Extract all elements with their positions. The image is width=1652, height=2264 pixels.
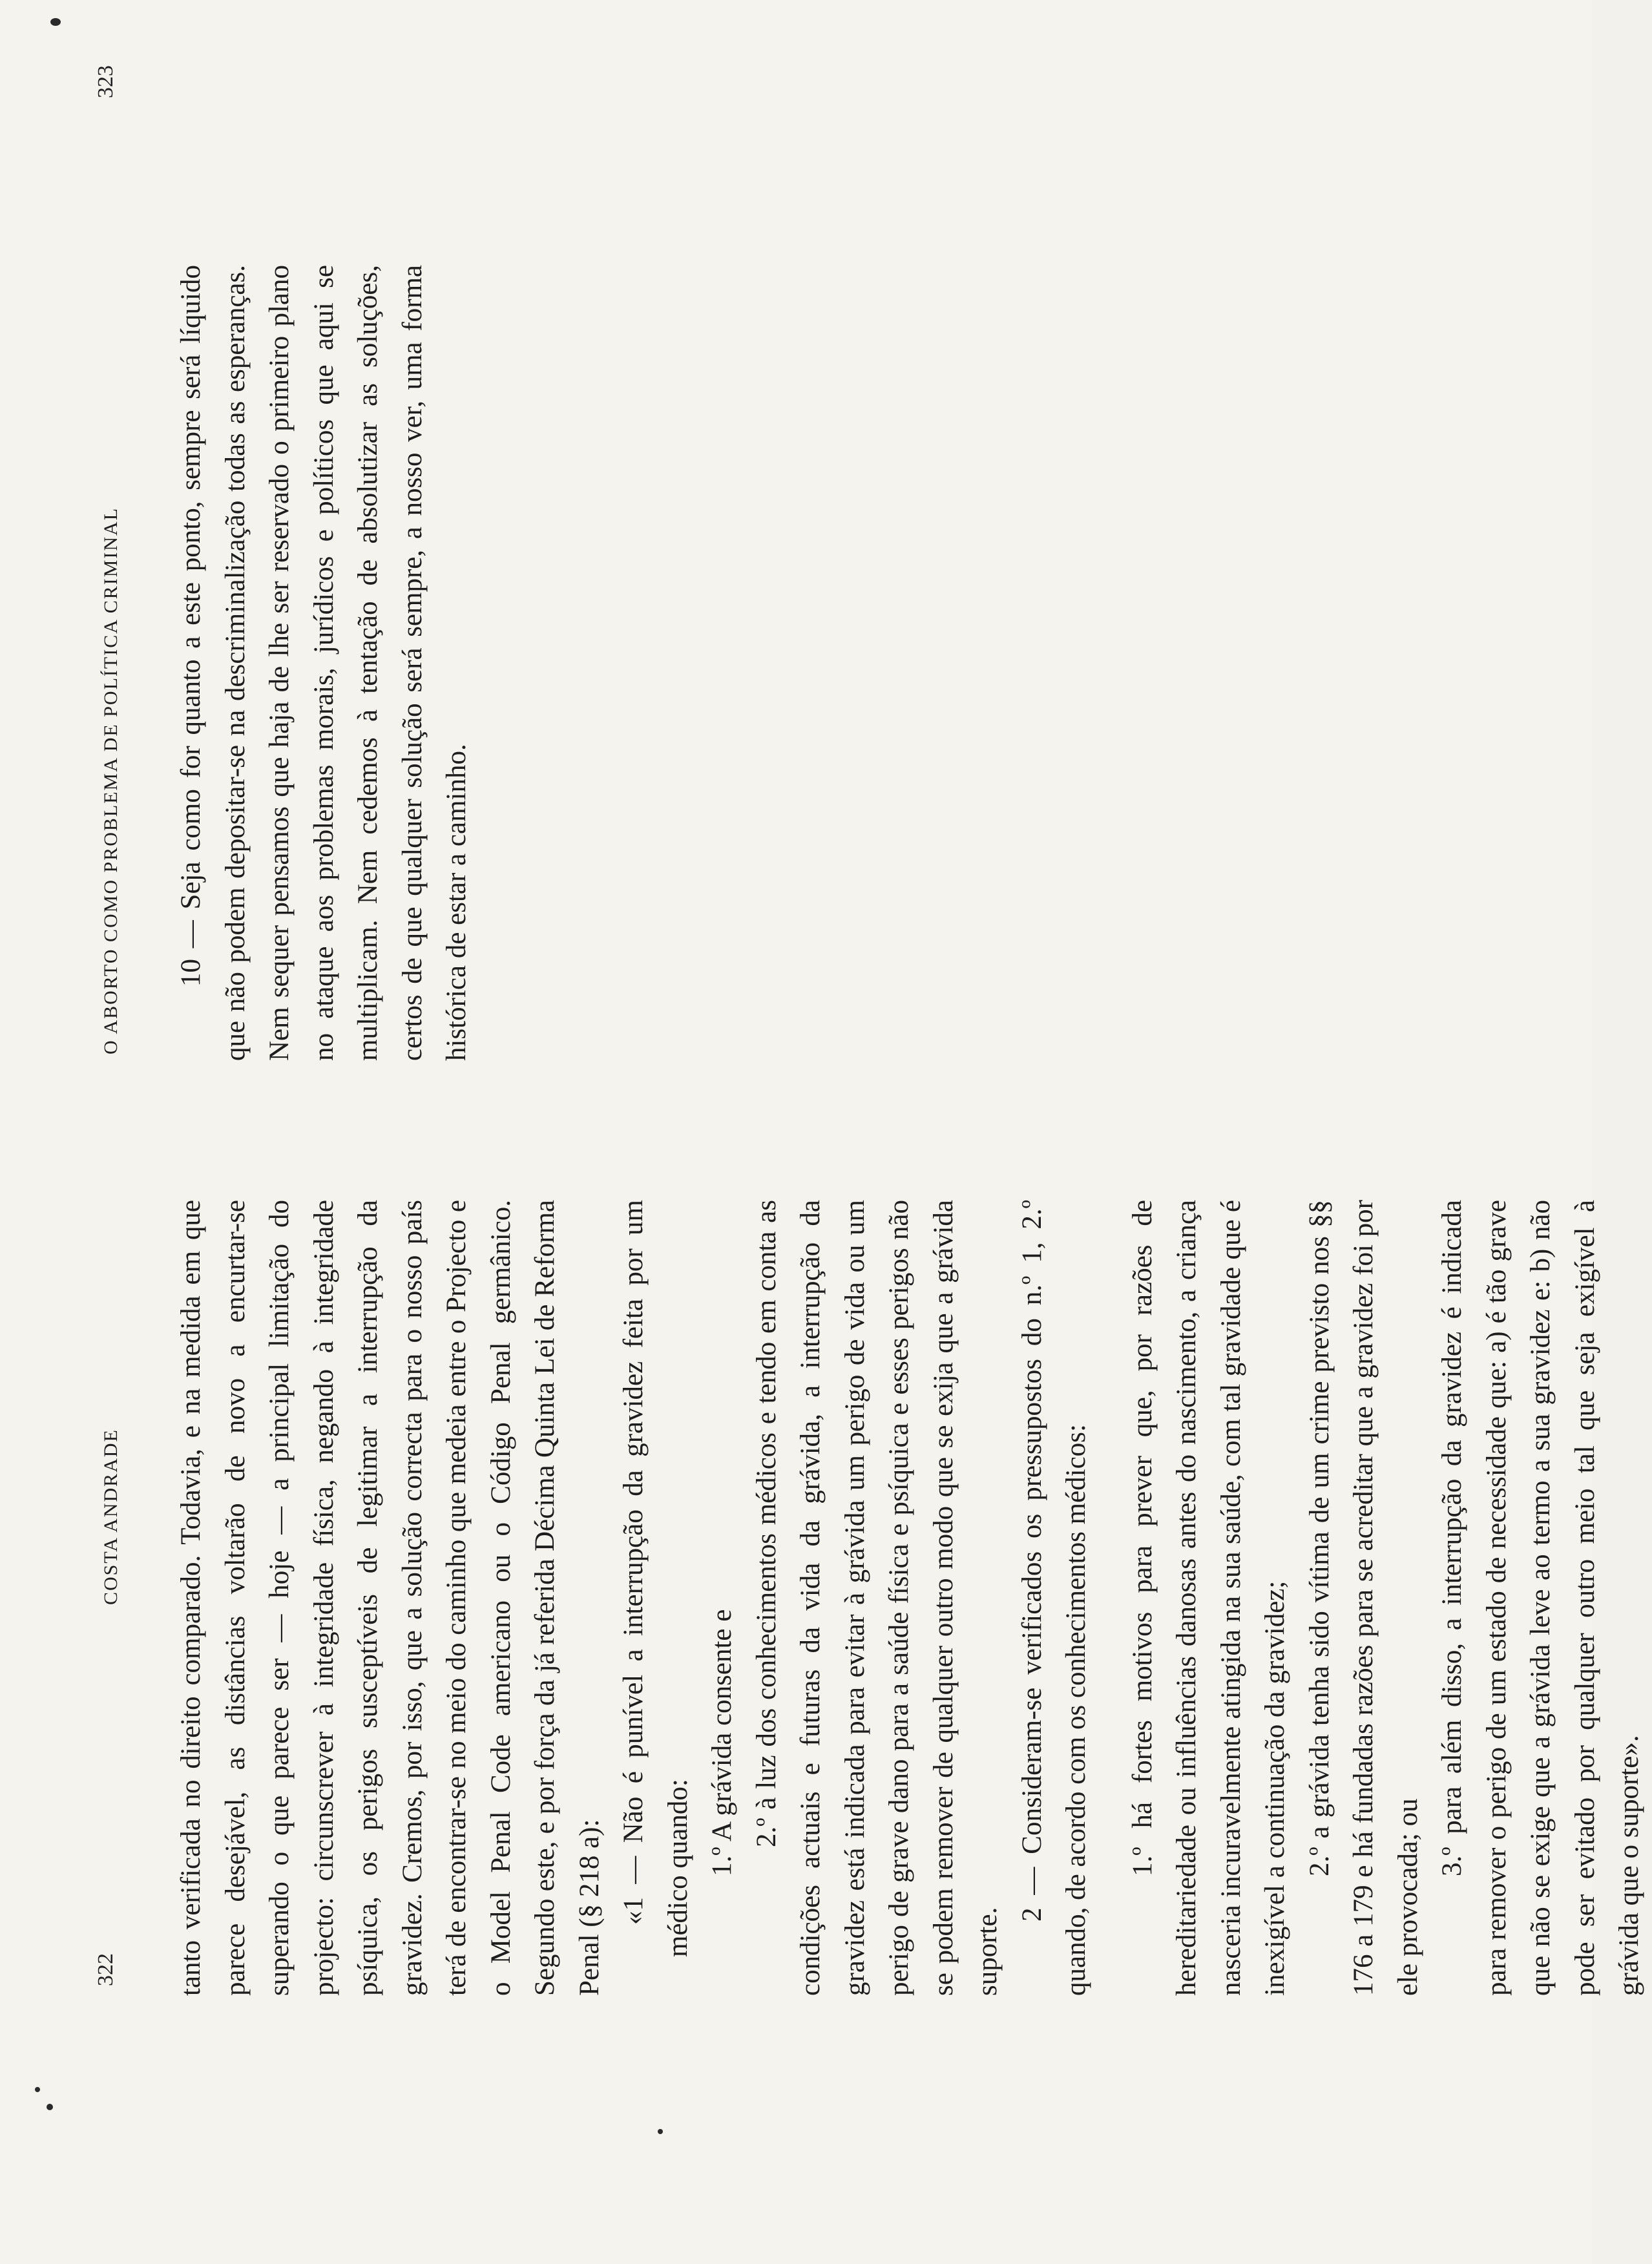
quote-paragraph: «1 — Não é punível a interrupção da gravidez feita por um médico quando:	[618, 1200, 693, 1957]
list-item: 1.º A grávida consente e	[707, 1609, 737, 1876]
paragraph: tanto verificada no direito comparado. Todavia, e na medida em que parece desejável, as distâncias voltarão de novo a encurtar-se superando o que parece ser — hoje — a principal limitação do projecto: circunscrever à integridade física, negando à integridade psíquica, os perigos susceptíveis de legitimar a interrupção da gravidez. Cremos, por isso, que a solução correcta para o nosso país terá de encontrar-se no meio do caminho que medeia entre o Projecto e o Model Penal Code americano ou o Código Penal germânico. Segundo este, e por força da já referida Décima Quinta Lei de Reforma Penal (§ 218 a):	[176, 1200, 605, 1996]
paragraph: 2 — Consideram-se verificados os pressupostos do n.º 1, 2.º quando, de acordo com os conhecimentos médicos:	[1016, 1200, 1091, 1996]
left-page	[0, 1132, 1644, 2264]
list-item: 2.º à luz dos conhecimentos médicos e tendo em conta as condições actuais e futuras da vida da grávida, a interrupção da gravidez está indicada para evitar à grávida um perigo de vida ou um perigo de grave dano para a saúde física e psíquica e esses perigos não se podem remover de qualquer outro modo que se exija que a grávida suporte.	[751, 1200, 1003, 1996]
scan-speck	[35, 2087, 40, 2092]
list-item: 1.º há fortes motivos para prever que, por razões de hereditariedade ou influências danosas antes do nascimento, a criança nasceria incuravelmente atingida na sua saúde, com tal gravidade que é inexigível a continuação da gravidez;	[1127, 1200, 1290, 1996]
body-text	[169, 265, 479, 1061]
list-item: 3.º para além disso, a interrupção da gravidez é indicada para remover o perigo de um estado de necessidade que: a) é tão grave que não se exige que a grávida leve ao termo a sua gravidez e: b) não pode ser evitado por qualquer outro meio tal que seja exigível à grávida que o suporte».	[1437, 1200, 1644, 1996]
scan-speck	[47, 2104, 53, 2110]
paragraph: 10 — Seja como for quanto a este ponto, sempre será líquido que não podem depositar-se na descriminalização todas as esperanças. Nem sequer pensamos que haja de lhe ser reservado o primeiro plano no ataque aos problemas morais, jurídicos e políticos que aqui se multiplicam. Nem cedemos à tentação de absolutizar as soluções, certos de que qualquer solução será sempre, a nosso ver, uma forma histórica de estar a caminho.	[176, 265, 472, 1061]
page-number: 323	[94, 65, 118, 98]
list-item: 2.º a grávida tenha sido vítima de um crime previsto nos §§ 176 a 179 e há fundadas razões para se acreditar que a gravidez foi por ele provocada; ou	[1304, 1200, 1423, 1996]
running-header: COSTA ANDRADE	[100, 1429, 121, 1605]
page-number: 322	[94, 1953, 118, 1986]
right-page	[0, 0, 1592, 1132]
running-header: O ABORTO COMO PROBLEMA DE POLÍTICA CRIMINAL	[100, 507, 121, 1054]
body-text	[169, 1200, 1652, 1996]
scan-speck	[658, 2129, 663, 2134]
scan-speck	[50, 18, 61, 26]
